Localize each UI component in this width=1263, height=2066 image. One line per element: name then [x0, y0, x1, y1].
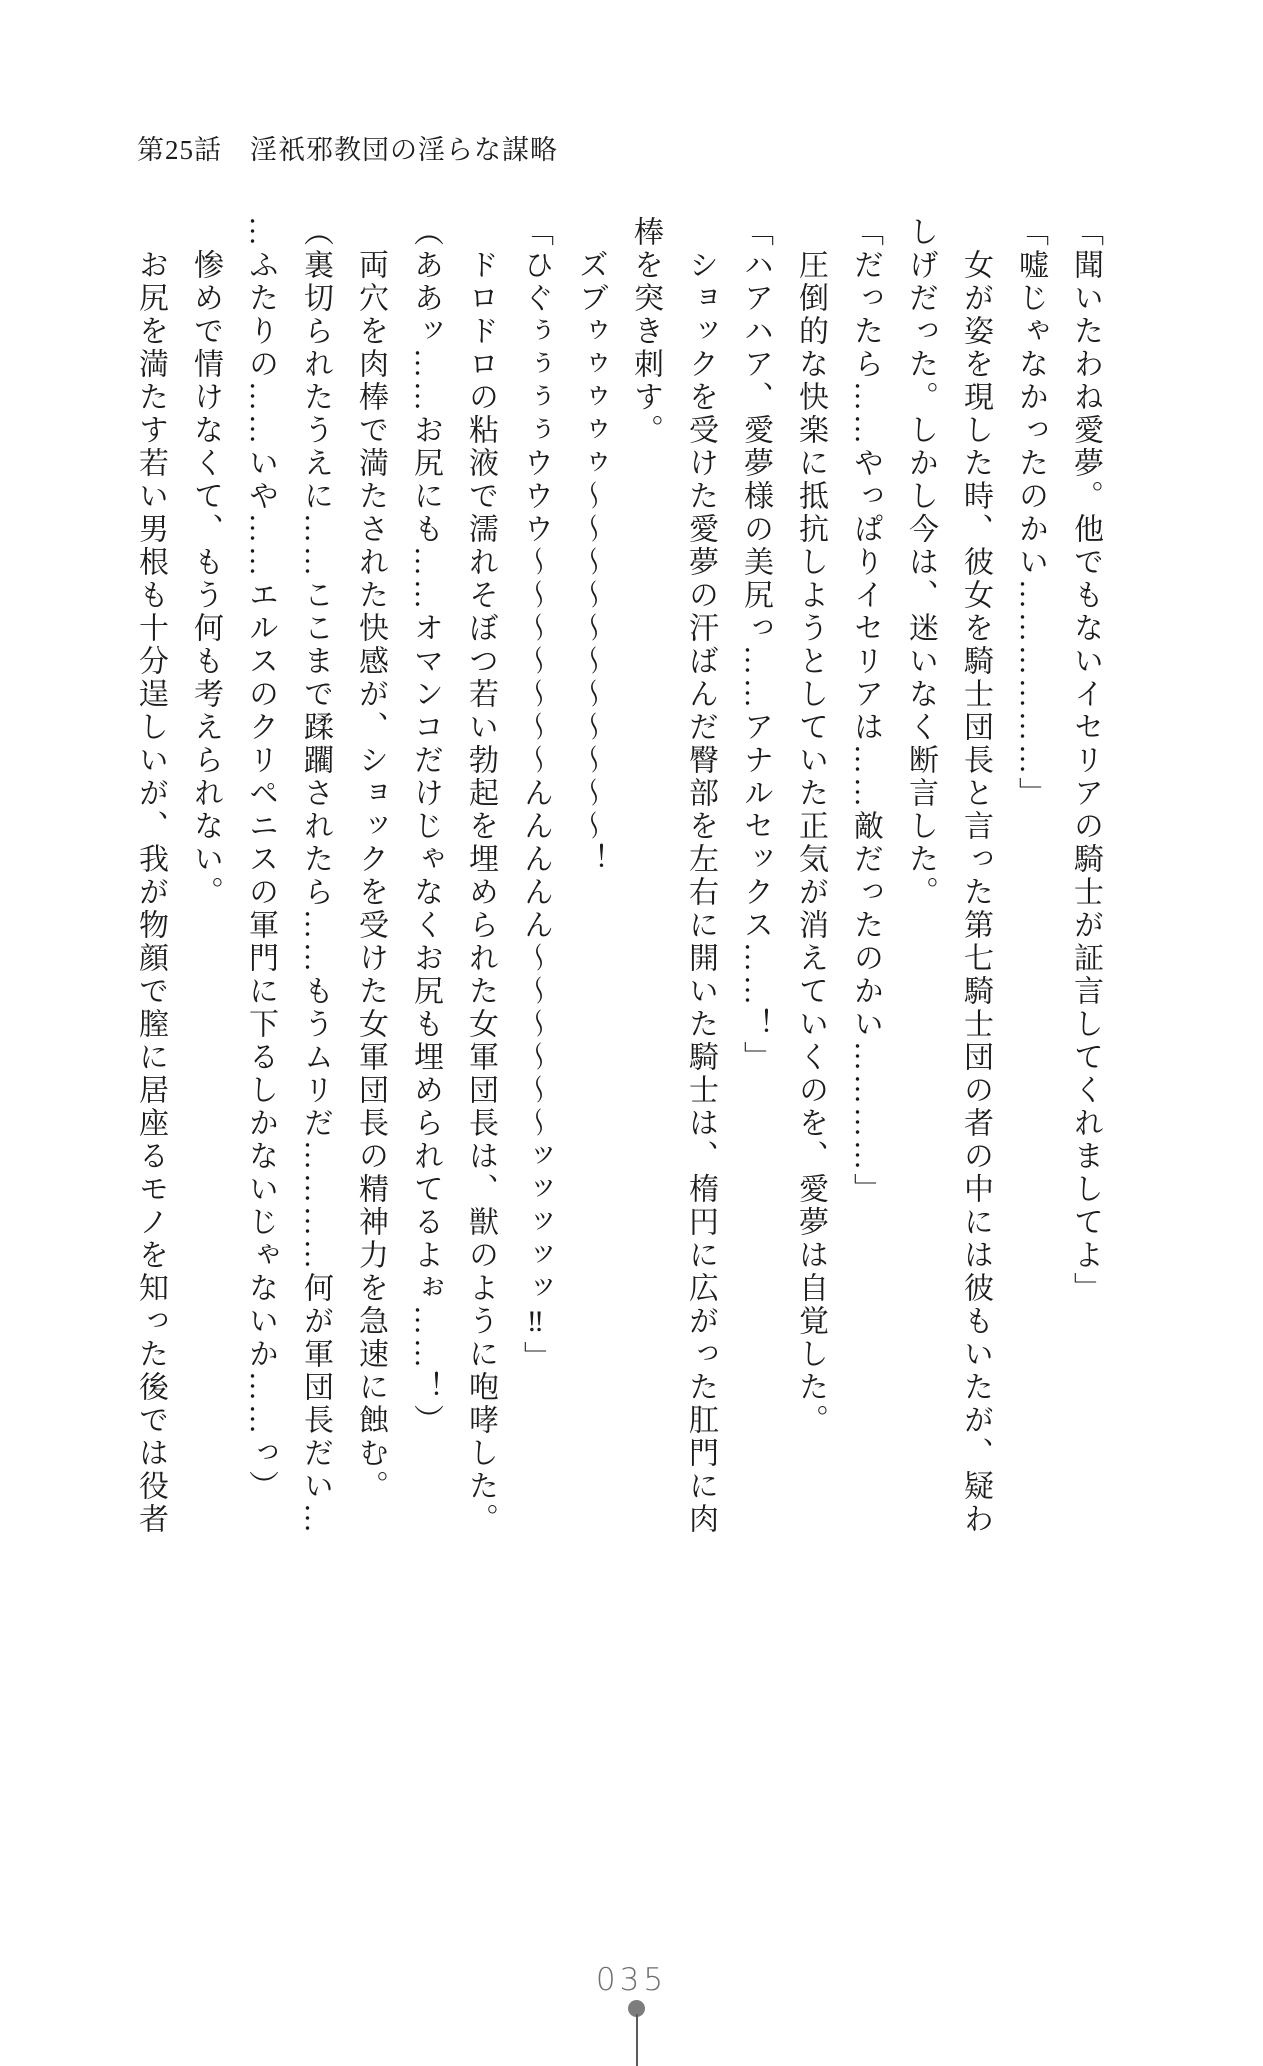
footer-divider-line	[636, 2014, 638, 2066]
novel-text-block	[123, 216, 1113, 1566]
text-column: 「ハアハア、愛夢様の美尻っ……アナルセックス……！」	[739, 216, 772, 1074]
text-column: 両穴を肉棒で満たされた快感が、ショックを受けた女軍団長の精神力を急速に蝕む。	[354, 249, 387, 1503]
text-column: ドロドロの粘液で濡れそぼつ若い勃起を埋められた女軍団長は、獣のように咆哮した。	[464, 249, 497, 1536]
text-column: （ああッ……お尻にも……オマンコだけじゃなくお尻も埋められてるよぉ……！）	[409, 216, 442, 1437]
text-column: 「聞いたわね愛夢。他でもないイセリアの騎士が証言してくれましてよ」	[1069, 216, 1102, 1305]
text-column: しげだった。しかし今は、迷いなく断言した。	[904, 216, 937, 909]
chapter-title: 第25話 淫祇邪教団の淫らな謀略	[137, 135, 558, 165]
text-column: 「ひぐぅぅぅぅウウウ〜〜〜〜〜〜〜んんんんん〜〜〜〜〜〜ッッッッッ‼」	[519, 216, 552, 1374]
text-column: ショックを受けた愛夢の汗ばんだ臀部を左右に開いた騎士は、楕円に広がった肛門に肉	[684, 249, 717, 1536]
page-number: 035	[595, 1962, 668, 1998]
text-column: 女が姿を現した時、彼女を騎士団長と言った第七騎士団の者の中には彼もいたが、疑わ	[959, 249, 992, 1536]
text-column: 圧倒的な快楽に抵抗しようとしていた正気が消えていくのを、愛夢は自覚した。	[794, 249, 827, 1437]
text-column: 惨めで情けなくて、もう何も考えられない。	[189, 249, 222, 909]
text-column: 「嘘じゃなかったのかい………………」	[1014, 216, 1047, 810]
text-column: …ふたりの……いや……エルスのクリペニスの軍門に下るしかないじゃないか……っ）	[244, 216, 277, 1503]
text-column: お尻を満たす若い男根も十分逞しいが、我が物顔で膣に居座るモノを知った後では役者	[134, 249, 167, 1536]
text-column: （裏切られたうえに……ここまで蹂躙されたら……もうムリだ…………何が軍団長だい…	[299, 216, 332, 1536]
text-column: 「だったら……やっぱりイセリアは……敵だったのかい…………」	[849, 216, 882, 1206]
text-column: ズブゥゥゥゥゥ〜〜〜〜〜〜〜〜〜〜〜！	[574, 249, 607, 876]
text-column: 棒を突き刺す。	[629, 216, 662, 447]
